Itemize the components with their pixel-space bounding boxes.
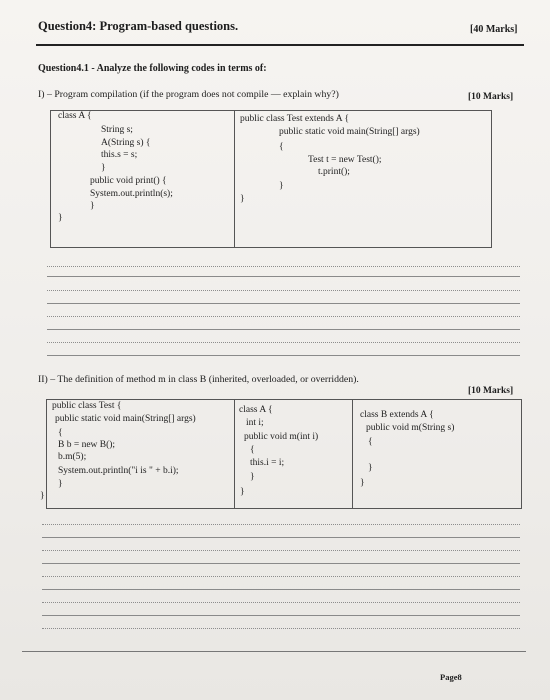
code-line: } — [58, 213, 63, 223]
code-line: public static void main(String[] args) — [55, 414, 196, 424]
answer-line[interactable] — [47, 276, 520, 277]
code-line: { — [279, 142, 284, 152]
code-line: B b = new B(); — [58, 440, 116, 450]
answer-line[interactable] — [42, 589, 520, 590]
code-line: int i; — [246, 418, 264, 428]
code-line: this.s = s; — [101, 150, 138, 160]
answer-line[interactable] — [42, 615, 520, 616]
code-line: A(String s) { — [101, 138, 151, 148]
section-marks: [40 Marks] — [470, 24, 518, 35]
code-line: } — [58, 479, 63, 489]
answer-line[interactable] — [47, 290, 520, 291]
code-line: this.i = i; — [250, 458, 285, 468]
part1-code-divider — [234, 110, 235, 247]
answer-line[interactable] — [42, 602, 520, 603]
header-rule — [36, 44, 524, 46]
answer-line[interactable] — [42, 576, 520, 577]
answer-line[interactable] — [47, 316, 520, 317]
part2-prompt: II) – The definition of method m in class B (inherited, overloaded, or overridden). — [38, 374, 359, 385]
answer-line[interactable] — [47, 303, 520, 304]
code-line: } — [250, 472, 255, 482]
code-line: public void m(int i) — [244, 432, 319, 442]
code-line: public void print() { — [90, 176, 167, 186]
code-line: String s; — [101, 125, 133, 135]
code-line: public class Test { — [52, 401, 122, 411]
code-line: class B extends A { — [360, 410, 434, 420]
page-number: Page8 — [440, 672, 462, 682]
code-line: } — [279, 181, 284, 191]
code-line: } — [368, 463, 373, 473]
part2-marks: [10 Marks] — [468, 386, 514, 396]
code-line: } — [360, 478, 365, 488]
code-line: System.out.println("i is " + b.i); — [58, 466, 179, 476]
section-title: Question4: Program-based questions. — [38, 19, 239, 33]
part2-code-divider-1 — [234, 399, 235, 508]
code-line: } — [90, 201, 95, 211]
answer-line[interactable] — [42, 628, 520, 629]
answer-line[interactable] — [47, 329, 520, 330]
part1-prompt: I) – Program compilation (if the program does not compile — explain why?) — [38, 89, 339, 100]
code-line: b.m(5); — [58, 452, 87, 462]
answer-line[interactable] — [42, 550, 520, 551]
answer-line[interactable] — [42, 563, 520, 564]
code-line: } — [240, 487, 245, 497]
answer-line[interactable] — [47, 266, 520, 267]
footer-rule — [22, 651, 526, 652]
code-line: class A { — [58, 111, 92, 121]
code-line: { — [58, 428, 63, 438]
code-line: { — [250, 445, 255, 455]
code-line: public void m(String s) — [366, 423, 455, 433]
code-line: { — [368, 437, 373, 447]
answer-line[interactable] — [42, 524, 520, 525]
code-line: class A { — [239, 405, 273, 415]
answer-line[interactable] — [42, 537, 520, 538]
code-line: } — [240, 194, 245, 204]
answer-line[interactable] — [47, 355, 520, 356]
code-line: } — [40, 491, 45, 501]
code-line: public class Test extends A { — [240, 114, 349, 124]
question-heading: Question4.1 - Analyze the following codes in terms of: — [38, 63, 267, 74]
answer-line[interactable] — [47, 342, 520, 343]
code-line: public static void main(String[] args) — [279, 127, 420, 137]
code-line: Test t = new Test(); — [308, 155, 382, 165]
code-line: System.out.println(s); — [90, 189, 173, 199]
part1-marks: [10 Marks] — [468, 92, 514, 102]
code-line: } — [101, 163, 106, 173]
code-line: t.print(); — [318, 167, 350, 177]
part2-code-divider-2 — [352, 399, 353, 508]
